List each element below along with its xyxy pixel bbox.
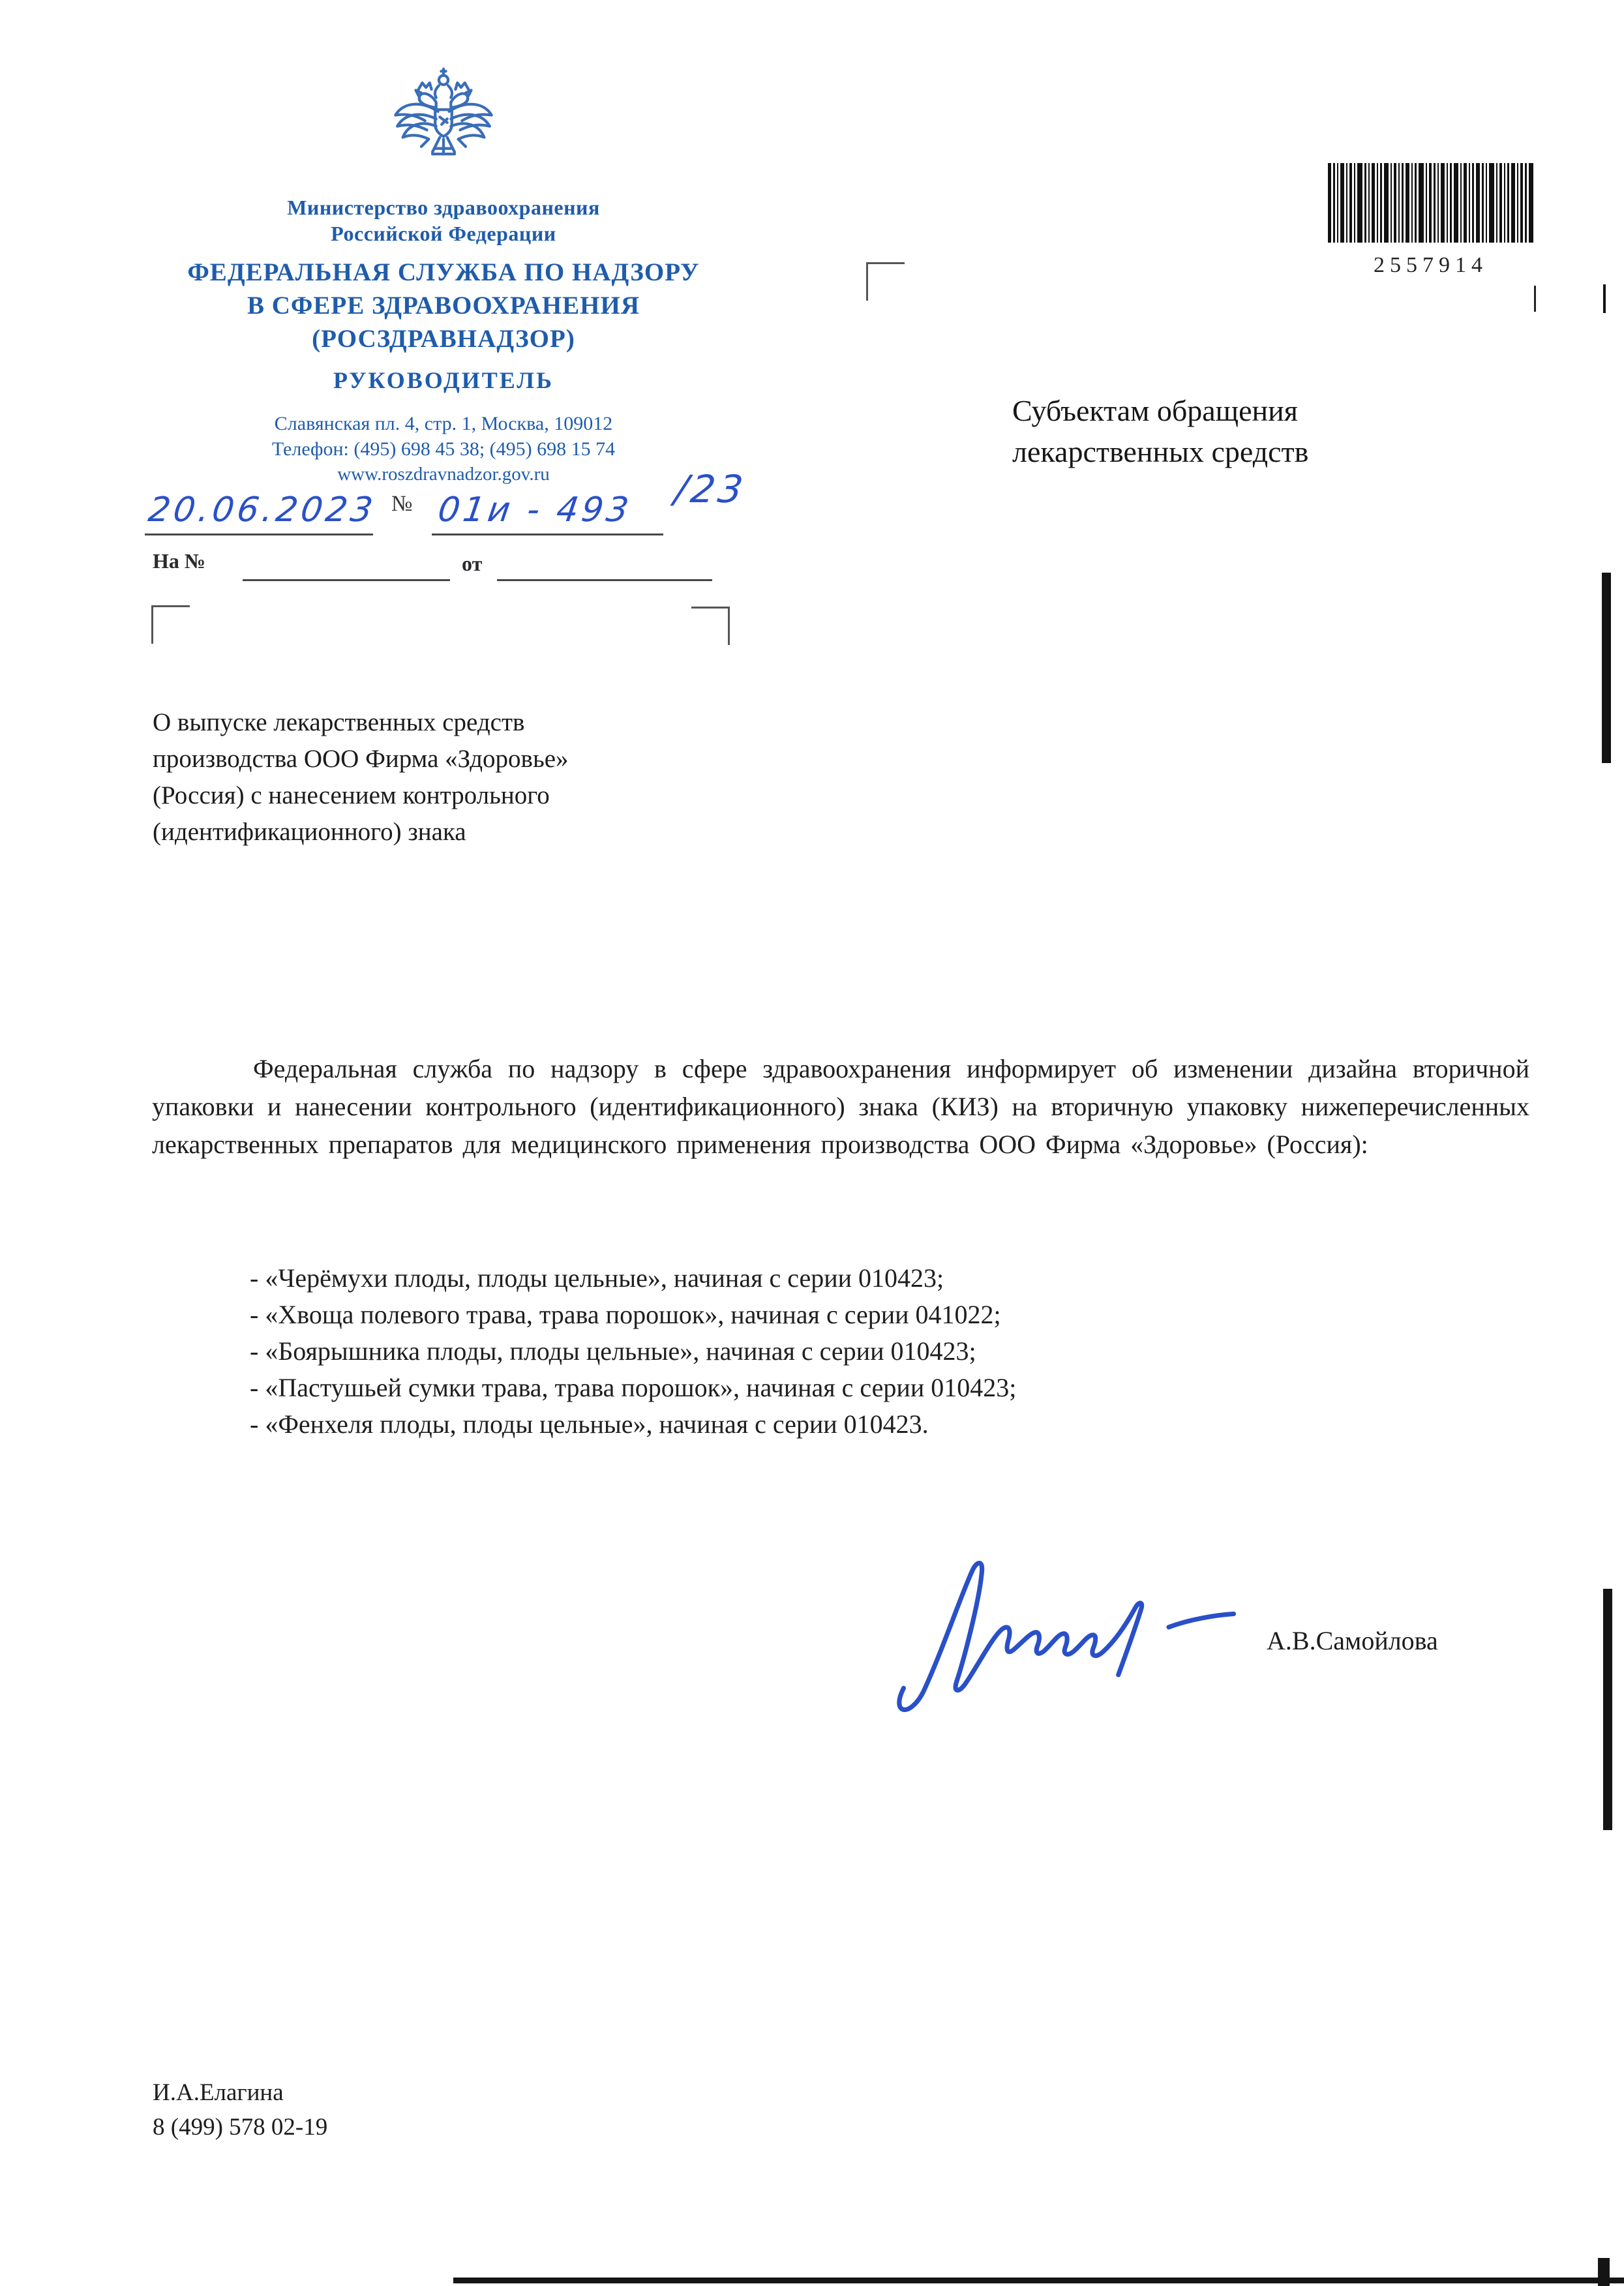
subject-line: О выпуске лекарственных средств bbox=[153, 708, 525, 736]
scan-artifact bbox=[1534, 286, 1536, 312]
subject-line: (идентификационного) знака bbox=[153, 818, 466, 846]
service-line-3: (РОСЗДРАВНАДЗОР) bbox=[312, 325, 575, 353]
outgoing-date-field bbox=[145, 480, 378, 535]
handwritten-signature bbox=[884, 1547, 1295, 1723]
incoming-number-blank bbox=[243, 549, 450, 581]
scan-artifact bbox=[1602, 573, 1611, 763]
list-item: - «Фенхеля плоды, плоды цельные», начиная с серии 010423. bbox=[250, 1409, 929, 1439]
coat-of-arms-icon bbox=[388, 65, 499, 189]
role-title: РУКОВОДИТЕЛЬ bbox=[333, 367, 554, 393]
barcode-number: 2557914 bbox=[1374, 253, 1488, 277]
corner-mark bbox=[866, 262, 905, 301]
scan-artifact bbox=[1603, 1589, 1612, 1830]
ministry-line-1: Министерство здравоохранения bbox=[287, 196, 600, 219]
postal-address: Славянская пл. 4, стр. 1, Москва, 109012 bbox=[274, 413, 613, 434]
signatory-name: А.В.Самойлова bbox=[1267, 1626, 1438, 1655]
ot-label: от bbox=[462, 552, 483, 575]
subject-line: производства ООО Фирма «Здоровье» bbox=[153, 745, 569, 773]
website: www.roszdravnadzor.gov.ru bbox=[337, 464, 550, 485]
service-line-1: ФЕДЕРАЛЬНАЯ СЛУЖБА ПО НАДЗОРУ bbox=[187, 258, 700, 286]
handwritten-number-suffix: /23 bbox=[672, 467, 749, 511]
subject-block bbox=[153, 704, 569, 850]
list-item: - «Черёмухи плоды, плоды цельные», начиная с серии 010423; bbox=[250, 1263, 944, 1293]
scan-artifact bbox=[1603, 284, 1606, 313]
ministry-name bbox=[117, 194, 770, 247]
ministry-line-2: Российской Федерации bbox=[331, 222, 556, 245]
corner-mark bbox=[151, 605, 190, 644]
number-sign: № bbox=[391, 492, 413, 516]
handwritten-date: 20.06.2023 bbox=[145, 490, 378, 530]
executor-block bbox=[153, 2075, 327, 2144]
service-line-2: В СФЕРЕ ЗДРАВООХРАНЕНИЯ bbox=[247, 292, 640, 320]
executor-name: И.А.Елагина bbox=[153, 2079, 284, 2106]
list-item: - «Хвоща полевого трава, трава порошок», начиная с серии 041022; bbox=[250, 1300, 1001, 1329]
subject-line: (Россия) с нанесением контрольного bbox=[153, 781, 550, 809]
list-item: - «Боярышника плоды, плоды цельные», начиная с серии 010423; bbox=[250, 1336, 976, 1366]
na-number-label: На № bbox=[153, 549, 206, 573]
outgoing-number-field bbox=[432, 475, 663, 535]
scan-artifact bbox=[453, 2278, 1624, 2283]
handwritten-number: 01и - 493 bbox=[435, 490, 635, 530]
corner-mark bbox=[691, 607, 730, 645]
list-item: - «Пастушьей сумки трава, трава порошок», начиная с серии 010423; bbox=[250, 1373, 1017, 1402]
incoming-date-blank bbox=[497, 549, 712, 581]
service-name bbox=[117, 256, 770, 355]
recipient-block bbox=[1012, 390, 1308, 472]
recipient-line-2: лекарственных средств bbox=[1012, 435, 1309, 468]
recipient-line-1: Субъектам обращения bbox=[1012, 394, 1298, 427]
product-list bbox=[152, 1260, 1529, 1443]
executor-phone: 8 (499) 578 02-19 bbox=[153, 2114, 328, 2141]
body-paragraph: Федеральная служба по надзору в сфере здравоохранения информирует об изменении дизайна вторичной упаковки и нанесении контрольного (идентификационного) знака (КИЗ) на вторичную упаковку нижеперечисленных лекарственных препаратов для медицинского применения производства ООО Фирма «Здоровье» (Россия): bbox=[152, 1054, 1529, 1159]
phone-line: Телефон: (495) 698 45 38; (495) 698 15 74 bbox=[271, 438, 616, 460]
barcode-icon bbox=[1328, 163, 1533, 243]
